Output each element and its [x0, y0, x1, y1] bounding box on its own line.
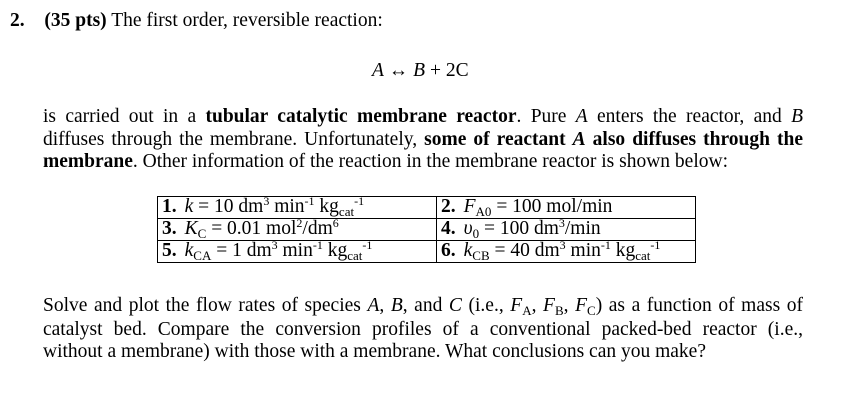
eq-product-c: 2C: [445, 60, 469, 81]
eq-product-b: B: [413, 60, 426, 81]
table-row: [158, 197, 696, 219]
task-line-2: catalyst bed. Compare the conversion profiles of a conventional packed-bed reactor (i.e.,: [43, 318, 803, 340]
description-line-2: diffuses through the membrane. Unfortunately, some of reactant A also diffuses through the: [43, 128, 803, 150]
task-paragraph: [43, 295, 803, 364]
problem-points: (35 pts): [44, 10, 107, 31]
problem-number: 2.: [10, 10, 25, 31]
info-cell-2: 2. $F_{A0} = 100$ mol/min: [437, 197, 696, 219]
info-cell-3: 3. $K_C = 0.01$ $mol^2/dm^6$: [158, 219, 437, 241]
reaction-info-table: [157, 196, 696, 263]
eq-reactant: A: [372, 60, 384, 81]
info-cell-5: 5. $k_{CA} = 1$ $dm^3$ $\min^{-1} kg_{cat}^{-1}$: [158, 241, 437, 263]
description-paragraph: [43, 106, 803, 174]
info-cell-1: 1. k = 10 $dm^3$ $\min^{-1} kg_{cat}^{-1}$: [158, 197, 437, 219]
description-line-3: membrane. Other information of the reaction in the membrane reactor is shown below:: [43, 151, 729, 172]
table-row: [158, 241, 696, 263]
eq-plus: +: [429, 60, 441, 81]
task-line-3: without a membrane) with those with a membrane. What conclusions can you make?: [43, 341, 706, 362]
info-cell-6: 6. $k_{CB} = 40$ $dm^3$ $\min^{-1} kg_{cat}^{-1}$: [437, 241, 696, 263]
task-line-1: Solve and plot the flow rates of species A, B, and C (i.e., $F_A$, $F_B$, $F_C$) as a function of mass of: [43, 295, 803, 318]
problem-intro: The first order, reversible reaction:: [111, 10, 383, 31]
description-line-1: is carried out in a tubular catalytic membrane reactor. Pure A enters the reactor, and B: [43, 106, 803, 127]
info-cell-4: 4. $\upsilon_0 = 100$ $dm^3/\min$: [437, 219, 696, 241]
reaction-equation: [372, 60, 469, 82]
problem-header: [10, 10, 383, 32]
table-row: [158, 219, 696, 241]
eq-arrow: ↔: [388, 60, 409, 81]
